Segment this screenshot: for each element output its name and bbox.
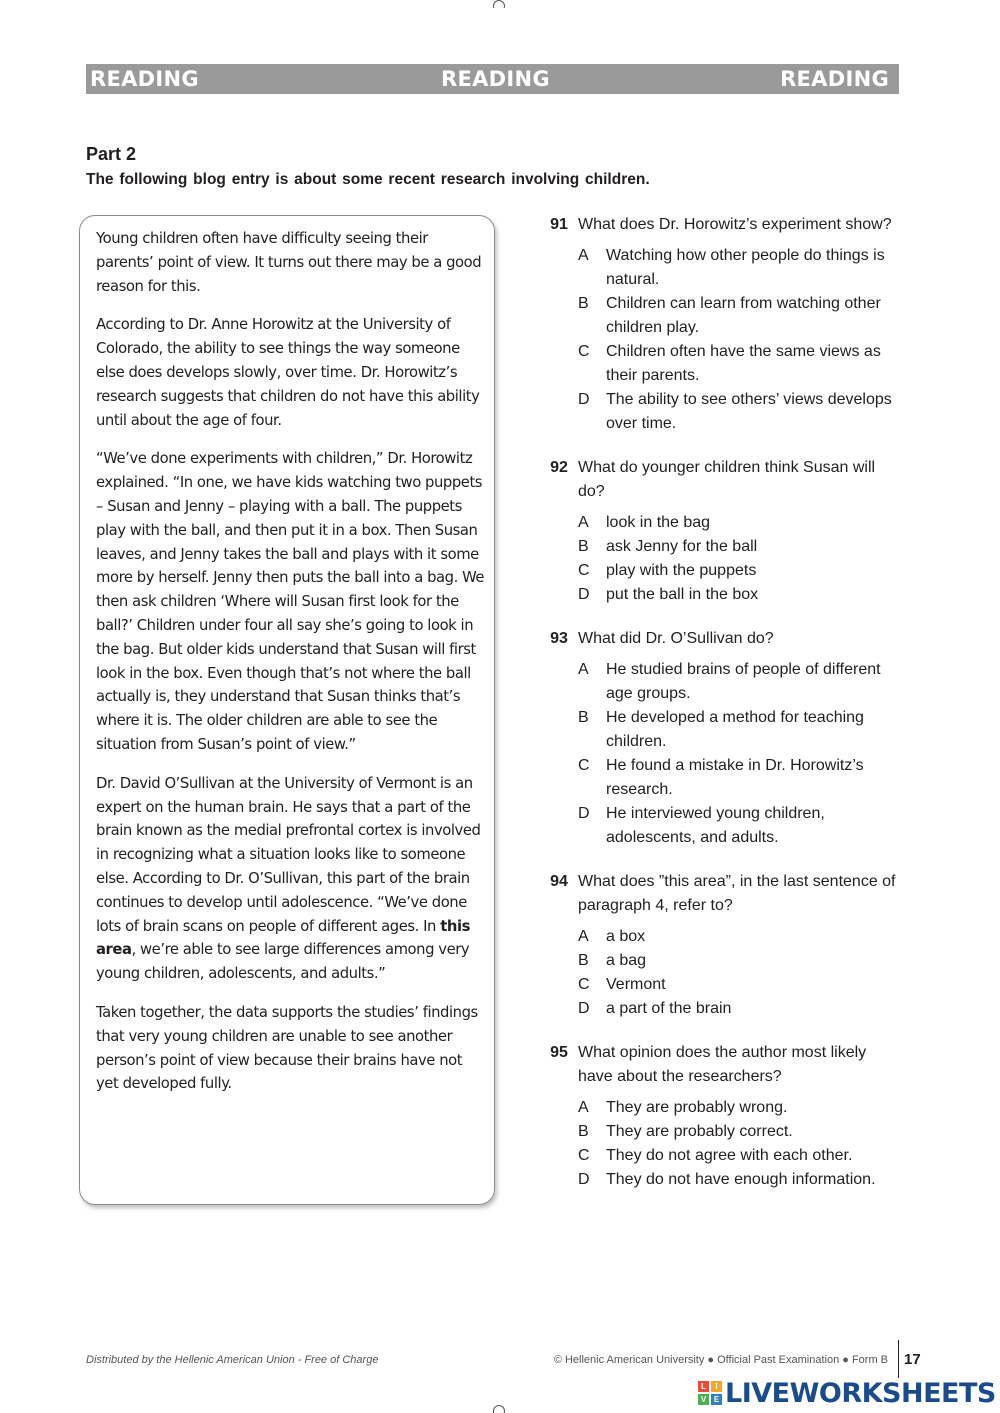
question-number: 91: [550, 216, 568, 233]
question-text: What did Dr. O’Sullivan do?: [578, 630, 774, 647]
option-d[interactable]: [578, 997, 910, 1021]
option-text: Watching how other people do things is natural.: [606, 247, 885, 288]
option-text: He developed a method for teaching children.: [606, 709, 864, 750]
option-text: ask Jenny for the ball: [606, 538, 758, 555]
option-letter: A: [578, 514, 589, 531]
option-b[interactable]: [578, 1120, 910, 1144]
page-number: 17: [904, 1351, 921, 1368]
option-letter: B: [578, 538, 589, 555]
option-letter: B: [578, 295, 589, 312]
option-text: He studied brains of people of different age groups.: [606, 661, 881, 702]
option-text: He found a mistake in Dr. Horowitz’s research.: [606, 757, 864, 798]
option-a[interactable]: [578, 511, 910, 535]
passage-paragraph-2: According to Dr. Anne Horowitz at the University of Colorado, the ability to see things the way someone else does develops slowly, over time. Dr. Horowitz’s research suggests that children do not have this ability until about the age of four.: [96, 316, 480, 429]
option-letter: B: [578, 952, 589, 969]
option-text: Children often have the same views as their parents.: [606, 343, 881, 384]
option-letter: C: [578, 976, 590, 993]
banner-label-right: READING: [780, 67, 889, 91]
question-text: What opinion does the author most likely have about the researchers?: [578, 1044, 867, 1085]
option-letter: A: [578, 661, 589, 678]
option-letter: A: [578, 247, 589, 264]
paragraph-4-text-start: Dr. David O’Sullivan at the University of Vermont is an expert on the human brain. He says that a part of the brain known as the medial prefrontal cortex is involved in recognizing what a situation looks like to someone else. According to Dr. O’Sullivan, this part of the brain continues to develop until adolescence. “We’ve done lots of brain scans on people of different ages. In: [96, 774, 481, 935]
option-letter: B: [578, 1123, 589, 1140]
option-text: Vermont: [606, 976, 666, 993]
option-a[interactable]: [578, 1096, 910, 1120]
option-b[interactable]: [578, 949, 910, 973]
option-b[interactable]: [578, 292, 910, 340]
logo-tile: I: [711, 1381, 722, 1392]
option-text: play with the puppets: [606, 562, 757, 579]
option-letter: A: [578, 1099, 589, 1116]
footer-divider: [898, 1340, 899, 1378]
passage-paragraph-5: Taken together, the data supports the studies’ findings that very young children are unable to see another person’s point of view because their brains have not yet developed fully.: [96, 1003, 478, 1093]
paragraph-4-text-end: , we’re able to see large differences among very young children, adolescents, and adults.”: [96, 941, 470, 983]
option-letter: D: [578, 805, 590, 822]
option-letter: D: [578, 1000, 590, 1017]
option-letter: C: [578, 1147, 590, 1164]
logo-tile: L: [698, 1381, 709, 1392]
question-95: [540, 1041, 910, 1192]
logo-tile: V: [698, 1394, 709, 1405]
option-text: He interviewed young children, adolescents, and adults.: [606, 805, 825, 846]
part-title: Part 2: [86, 144, 137, 164]
option-text: a box: [606, 928, 646, 945]
option-text: They do not agree with each other.: [606, 1147, 853, 1164]
passage-paragraph-4: [96, 772, 486, 986]
option-text: The ability to see others’ views develops over time.: [606, 391, 892, 432]
question-93: [540, 627, 910, 850]
liveworksheets-wordmark: LIVEWORKSHEETS: [725, 1377, 996, 1409]
registration-mark-bottom: [493, 1405, 505, 1413]
option-letter: C: [578, 343, 590, 360]
question-92: [540, 456, 910, 607]
option-text: a part of the brain: [606, 1000, 732, 1017]
option-b[interactable]: [578, 706, 910, 754]
option-letter: C: [578, 757, 590, 774]
option-c[interactable]: [578, 340, 910, 388]
option-text: put the ball in the box: [606, 586, 759, 603]
registration-mark-top: [493, 0, 505, 8]
option-text: Children can learn from watching other children play.: [606, 295, 881, 336]
question-text: What does ”this area”, in the last sentence of paragraph 4, refer to?: [578, 873, 896, 914]
option-letter: A: [578, 928, 589, 945]
question-number: 93: [550, 630, 568, 647]
option-letter: B: [578, 709, 589, 726]
option-a[interactable]: [578, 244, 910, 292]
passage-paragraph-1: Young children often have difficulty seeing their parents’ point of view. It turns out there may be a good reason for this.: [96, 230, 482, 295]
option-text: look in the bag: [606, 514, 711, 531]
option-d[interactable]: [578, 1168, 910, 1192]
option-text: They are probably correct.: [606, 1123, 793, 1140]
option-c[interactable]: [578, 559, 910, 583]
option-text: They do not have enough information.: [606, 1171, 876, 1188]
option-c[interactable]: [578, 1144, 910, 1168]
this-area-highlight: this area: [96, 917, 470, 959]
question-number: 94: [550, 873, 568, 890]
reading-banner: [86, 64, 899, 94]
footer-distribution-note: Distributed by the Hellenic American Union - Free of Charge: [86, 1354, 379, 1366]
blog-passage: [79, 215, 495, 1205]
question-list: [540, 213, 910, 1212]
option-a[interactable]: [578, 658, 910, 706]
option-text: a bag: [606, 952, 647, 969]
passage-paragraph-3: “We’ve done experiments with children,” Dr. Horowitz explained. “In one, we have kids watching two puppets – Susan and Jenny – playing with a ball. The puppets play with the ball, and then put it in a box. Then Susan leaves, and Jenny takes the ball and plays with it some more by herself. Jenny then puts the ball into a bag. We then ask children ‘Where will Susan first look for the ball?’ Children under four all say she’s going to look in the bag. But older kids understand that Susan will first look in the box. Even though that’s not where the ball actually is, they understand that Susan thinks that’s where it is. The older children are able to see the situation from Susan’s point of view.”: [96, 450, 485, 753]
option-text: They are probably wrong.: [606, 1099, 788, 1116]
footer-copyright: © Hellenic American University ● Official Past Examination ● Form B: [553, 1354, 888, 1366]
option-d[interactable]: [578, 388, 910, 436]
option-letter: C: [578, 562, 590, 579]
question-text: What does Dr. Horowitz’s experiment show?: [578, 216, 892, 233]
option-d[interactable]: [578, 583, 910, 607]
option-b[interactable]: [578, 535, 910, 559]
question-94: [540, 870, 910, 1021]
option-letter: D: [578, 391, 590, 408]
option-c[interactable]: [578, 754, 910, 802]
question-91: [540, 213, 910, 436]
option-c[interactable]: [578, 973, 910, 997]
liveworksheets-watermark[interactable]: [698, 1378, 996, 1408]
question-number: 95: [550, 1044, 568, 1061]
question-text: What do younger children think Susan will do?: [578, 459, 876, 500]
liveworksheets-logo-icon: [698, 1381, 722, 1405]
logo-tile: E: [711, 1394, 722, 1405]
question-number: 92: [550, 459, 568, 476]
option-letter: D: [578, 586, 590, 603]
option-letter: D: [578, 1171, 590, 1188]
banner-label-left: READING: [90, 67, 199, 91]
banner-label-center: READING: [441, 67, 550, 91]
part-instructions: The following blog entry is about some recent research involving children.: [86, 171, 650, 188]
option-d[interactable]: [578, 802, 910, 850]
option-a[interactable]: [578, 925, 910, 949]
